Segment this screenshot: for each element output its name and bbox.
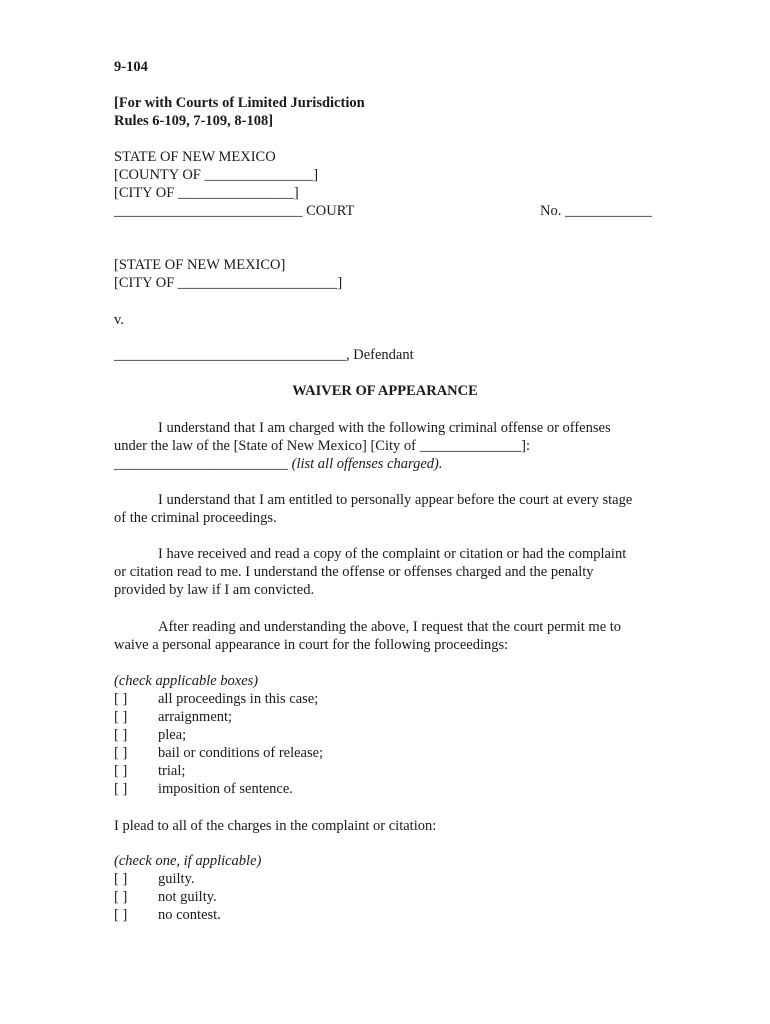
checkbox[interactable]: [ ] bbox=[114, 763, 128, 779]
caption-court: __________________________ COURT bbox=[114, 203, 355, 219]
caption-state: STATE OF NEW MEXICO bbox=[114, 149, 276, 165]
form-number: 9-104 bbox=[114, 59, 148, 75]
document-title: WAIVER OF APPEARANCE bbox=[292, 383, 478, 399]
checkbox-label: bail or conditions of release; bbox=[158, 745, 324, 761]
checkbox-label: arraignment; bbox=[158, 709, 233, 725]
p3-line-2: or citation read to me. I understand the offense or offenses charged and the penalty bbox=[114, 564, 594, 580]
checkbox-label: not guilty. bbox=[158, 889, 217, 905]
p2-line-1: I understand that I am entitled to personally appear before the court at every stage bbox=[158, 492, 633, 508]
checkbox[interactable]: [ ] bbox=[114, 727, 128, 743]
plaintiff-state: [STATE OF NEW MEXICO] bbox=[114, 257, 286, 273]
defendant-line: ________________________________, Defendant bbox=[114, 347, 414, 363]
p4-line-2: waive a personal appearance in court for the following proceedings: bbox=[114, 637, 509, 653]
checkbox[interactable]: [ ] bbox=[114, 709, 128, 725]
caption-county: [COUNTY OF _______________] bbox=[114, 167, 319, 183]
checkbox[interactable]: [ ] bbox=[114, 691, 128, 707]
scope-line-2: Rules 6-109, 7-109, 8-108] bbox=[114, 113, 274, 129]
plea-statement: I plead to all of the charges in the complaint or citation: bbox=[114, 818, 437, 834]
checkbox-label: guilty. bbox=[158, 871, 195, 887]
versus: v. bbox=[114, 312, 124, 328]
checkbox-label: imposition of sentence. bbox=[158, 781, 293, 797]
p2-line-2: of the criminal proceedings. bbox=[114, 510, 277, 526]
offenses-instruction: (list all offenses charged). bbox=[288, 456, 443, 472]
plaintiff-city: [CITY OF ______________________] bbox=[114, 275, 343, 291]
p1-line-1: I understand that I am charged with the following criminal offense or offenses bbox=[158, 420, 611, 436]
checkbox-label: all proceedings in this case; bbox=[158, 691, 319, 707]
proceedings-instruction: (check applicable boxes) bbox=[114, 673, 259, 689]
offenses-blank: ________________________ bbox=[114, 456, 288, 472]
checkbox-label: no contest. bbox=[158, 907, 221, 923]
p4-line-1: After reading and understanding the above, I request that the court permit me to bbox=[158, 619, 622, 635]
p1-line-2: under the law of the [State of New Mexico] [City of ______________]: bbox=[114, 438, 530, 454]
checkbox[interactable]: [ ] bbox=[114, 781, 128, 797]
caption-city: [CITY OF ________________] bbox=[114, 185, 299, 201]
checkbox[interactable]: [ ] bbox=[114, 871, 128, 887]
p1-line-3 bbox=[114, 455, 443, 473]
case-number: No. ____________ bbox=[540, 203, 652, 219]
checkbox[interactable]: [ ] bbox=[114, 889, 128, 905]
plea-instruction: (check one, if applicable) bbox=[114, 853, 262, 869]
checkbox-label: trial; bbox=[158, 763, 186, 779]
scope-line-1: [For with Courts of Limited Jurisdiction bbox=[114, 95, 365, 111]
p3-line-3: provided by law if I am convicted. bbox=[114, 582, 315, 598]
p3-line-1: I have received and read a copy of the complaint or citation or had the complaint bbox=[158, 546, 627, 562]
checkbox[interactable]: [ ] bbox=[114, 745, 128, 761]
checkbox[interactable]: [ ] bbox=[114, 907, 128, 923]
checkbox-label: plea; bbox=[158, 727, 187, 743]
